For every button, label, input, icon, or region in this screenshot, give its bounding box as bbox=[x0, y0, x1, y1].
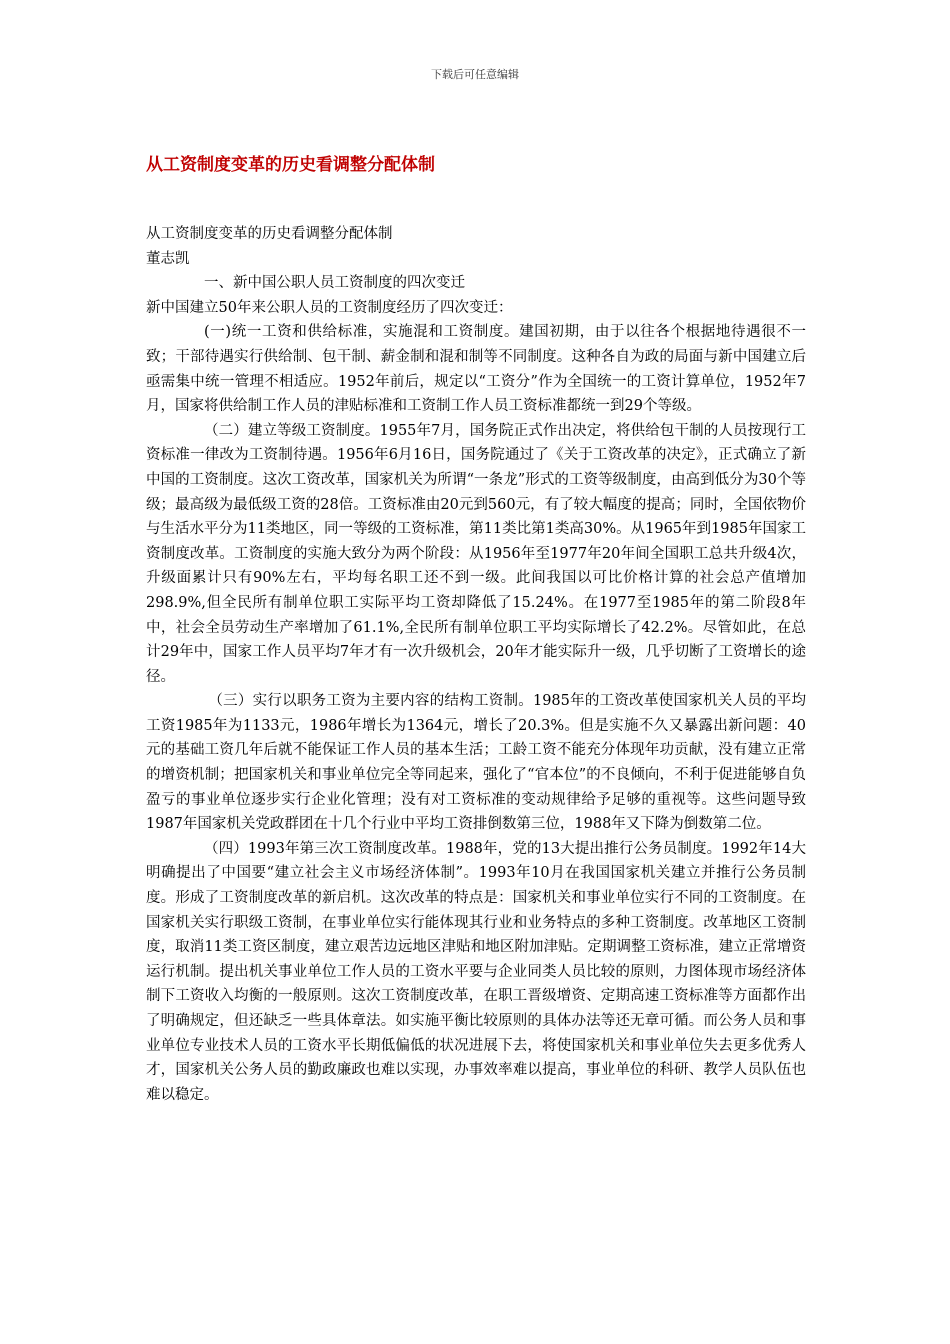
intro-paragraph: 新中国建立50年来公职人员的工资制度经历了四次变迁： bbox=[146, 299, 513, 316]
document-subtitle: 从工资制度变革的历史看调整分配体制 bbox=[146, 226, 393, 242]
paragraph-3: （三）实行以职务工资为主要内容的结构工资制。1985年的工资改革使国家机关人员的平均工资1985年为1133元，1986年增长为1364元，增长了20.3%。但是实施不久又暴露出新问题：40元的基础工资几年后就不能保证工作人员的基本生活；工龄工资不能充分体现年功贡献，没有建立正常的增资机制；把国家机关和事业单位完全等同起来，强化了“官本位”的不良倾向，不利于促进能够自负盈亏的事业单位逐步实行企业化管理；没有对工资标准的变动规律给予足够的重视等。这些问题导致1987年国家机关党政群团在十几个行业中平均工资排倒数第三位，1988年又下降为倒数第二位。 bbox=[146, 693, 806, 833]
document-title: 从工资制度变革的历史看调整分配体制 bbox=[146, 155, 435, 175]
header-note: 下载后可任意编辑 bbox=[431, 68, 519, 81]
document-body bbox=[146, 222, 806, 1107]
paragraph-1: (一)统一工资和供给标准，实施混和工资制度。建国初期，由于以往各个根据地待遇很不一致；干部待遇实行供给制、包干制、薪金制和混和制等不同制度。这种各自为政的局面与新中国建立后亟需集中统一管理不相适应。1952年前后，规定以“工资分”作为全国统一的工资计算单位，1952年7月，国家将供给制工作人员的津贴标准和工资制工作人员工资标准都统一到29个等级。 bbox=[146, 324, 806, 415]
paragraph-4: （四）1993年第三次工资制度改革。1988年，党的13大提出推行公务员制度。1992年14大明确提出了中国要“建立社会主义市场经济体制”。1993年10月在我国国家机关建立并推行公务员制度。形成了工资制度改革的新启机。这次改革的特点是：国家机关和事业单位实行不同的工资制度。在国家机关实行职级工资制，在事业单位实行能体现其行业和业务特点的多种工资制度。改革地区工资制度，取消11类工资区制度，建立艰苦边远地区津贴和地区附加津贴。定期调整工资标准，建立正常增资运行机制。提出机关事业单位工作人员的工资水平要与企业同类人员比较的原则，力图体现市场经济体制下工资收入均衡的一般原则。这次工资制度改革，在职工晋级增资、定期高速工资标准等方面都作出了明确规定，但还缺乏一些具体章法。如实施平衡比较原则的具体办法等还无章可循。而公务人员和事业单位专业技术人员的工资水平长期低偏低的状况进展下去，将使国家机关和事业单位失去更多优秀人才，国家机关公务人员的勤政廉政也难以实现，办事效率难以提高，事业单位的科研、教学人员队伍也难以稳定。 bbox=[146, 840, 806, 1103]
paragraph-2: （二）建立等级工资制度。1955年7月，国务院正式作出决定，将供给包干制的人员按现行工资标准一律改为工资制待遇。1956年6月16日，国务院通过了《关于工资改革的决定》，正式确立了新中国的工资制度。这次工资改革，国家机关为所谓“一条龙”形式的工资等级制度，由高到低分为30个等级；最高级为最低级工资的28倍。工资标准由20元到560元，有了较大幅度的提高；同时，全国依物价与生活水平分为11类地区，同一等级的工资标准，第11类比第1类高30%。从1965年到1985年国家工资制度改革。工资制度的实施大致分为两个阶段：从1956年至1977年20年间全国职工总共升级4次，升级面累计只有90%左右，平均每名职工还不到一级。此间我国以可比价格计算的社会总产值增加298.9%,但全民所有制单位职工实际平均工资却降低了15.24%。在1977至1985年的第二阶段8年中，社会全员劳动生产率增加了61.1%,全民所有制单位职工平均实际增长了42.2%。尽管如此，在总计29年中，国家工作人员平均7年才有一次升级机会，20年才能实际升一级，几乎切断了工资增长的途径。 bbox=[146, 422, 806, 685]
section-heading: 一、新中国公职人员工资制度的四次变迁 bbox=[204, 275, 465, 292]
document-author: 董志凯 bbox=[146, 250, 190, 267]
